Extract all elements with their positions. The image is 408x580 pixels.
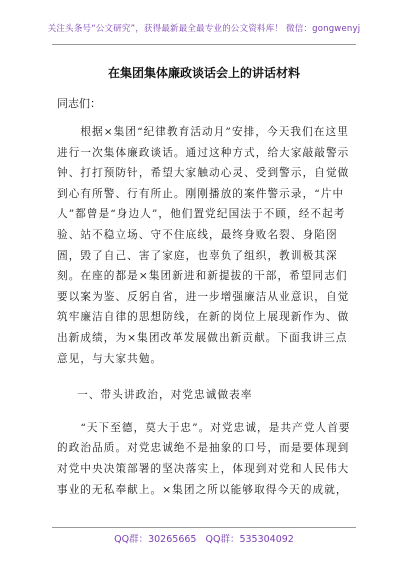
document-title: 在集团集体廉政谈话会上的讲话材料 [107, 66, 300, 80]
footer-divider [52, 527, 356, 528]
header-notice: 关注头条号“公文研究”，获得最新最全最专业的公文资料库！ 微信：gongwenyj [47, 24, 361, 34]
footer [0, 531, 408, 545]
section-paragraph: “天下至德，莫大于忠”。对党忠诚，是共产党人首要的政治品质。对党忠诚绝不是抽象的口号，而是要体现到对党中央决策部署的坚决落实上，体现到对党和人民伟大事业的无私奉献上。×集团之所以能够取得今天的成就， [57, 421, 351, 496]
section-heading: 一、带头讲政治，对党忠诚做表率 [77, 389, 253, 402]
document-body [57, 122, 357, 500]
footer-qq-group-2: QQ群：535304092 [205, 534, 294, 545]
salutation: 同志们： [57, 97, 101, 110]
header-divider [52, 44, 356, 45]
body-paragraph: 根据×集团“纪律教育活动月”安排，今天我们在这里进行一次集体廉政谈话。通过这种方式，给大家敲敲警示钟、打打预防针，希望大家触动心灵、受到警示，自觉做到心有所警、行有所止。刚刚播放的案件警示录，“片中人”都曾是“身边人”，他们置党纪国法于不顾，经不起考验、站不稳立场、守不住底线，最终身败名裂、身陷囹圄，毁了自己、害了家庭，也辜负了组织，教训极其深刻。在座的都是×集团新进和新提拔的干部，希望同志们要以案为鉴、反躬自省，进一步增强廉洁从业意识，自觉筑牢廉洁自律的思想防线，在新的岗位上展现新作为、做出新成绩，为×集团改革发展做出新贡献。下面我讲三点意见，与大家共勉。 [57, 126, 350, 365]
footer-qq-group-1: QQ群：30265665 [114, 534, 197, 545]
